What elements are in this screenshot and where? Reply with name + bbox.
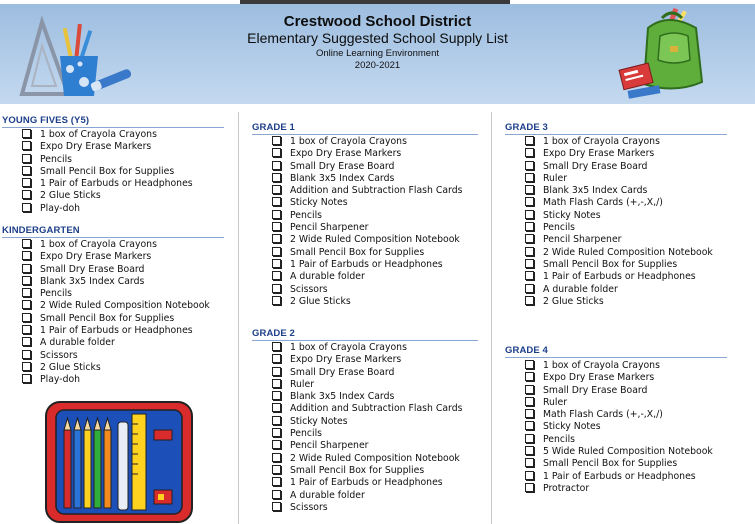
- list-item: [272, 173, 462, 185]
- item-label: 1 Pair of Earbuds or Headphones: [543, 470, 696, 482]
- checkbox-icon[interactable]: [272, 148, 281, 157]
- checkbox-icon[interactable]: [272, 367, 281, 376]
- list-item: [22, 264, 210, 276]
- list-item: [272, 440, 462, 452]
- list-item: [22, 288, 210, 300]
- checkbox-icon[interactable]: [525, 397, 534, 406]
- item-label: Play-doh: [40, 202, 81, 214]
- checkbox-icon[interactable]: [525, 173, 534, 182]
- item-label: Expo Dry Erase Markers: [40, 141, 152, 153]
- checkbox-icon[interactable]: [22, 203, 31, 212]
- item-label: Scissors: [290, 501, 328, 513]
- checkbox-icon[interactable]: [272, 271, 281, 280]
- item-label: 1 Pair of Earbuds or Headphones: [40, 178, 193, 190]
- list-item: [22, 300, 210, 312]
- item-label: Pencils: [40, 153, 73, 165]
- list-item: [525, 222, 713, 234]
- list-item: [22, 154, 193, 166]
- column-divider-1: [238, 112, 239, 524]
- list-item: [525, 185, 713, 197]
- item-label: 1 Pair of Earbuds or Headphones: [290, 258, 443, 270]
- checkbox-icon[interactable]: [22, 288, 31, 297]
- list-item: [272, 271, 462, 283]
- list-item: [272, 161, 462, 173]
- list-item: [525, 458, 713, 470]
- page-header: [0, 4, 755, 104]
- checkbox-icon[interactable]: [272, 477, 281, 486]
- district-name: Crestwood School District: [283, 13, 472, 30]
- checkbox-icon[interactable]: [525, 434, 534, 443]
- item-label: Ruler: [543, 396, 568, 408]
- checkbox-icon[interactable]: [525, 385, 534, 394]
- item-label: Sticky Notes: [543, 421, 601, 433]
- list-item: [22, 239, 210, 251]
- item-label: A durable folder: [40, 337, 115, 349]
- document-title: Elementary Suggested School Supply List: [247, 30, 508, 46]
- item-label: A durable folder: [543, 283, 618, 295]
- checkbox-icon[interactable]: [525, 222, 534, 231]
- list-item: [22, 313, 210, 325]
- list-item: [272, 185, 462, 197]
- list-item: [525, 197, 713, 209]
- checkbox-icon[interactable]: [272, 354, 281, 363]
- checkbox-icon[interactable]: [272, 453, 281, 462]
- item-label: 2 Glue Sticks: [543, 295, 604, 307]
- checkbox-icon[interactable]: [22, 350, 31, 359]
- list-item: [22, 337, 210, 349]
- item-label: Math Flash Cards (+,-,X,/): [543, 197, 663, 209]
- list-item: [22, 325, 210, 337]
- item-label: 2 Wide Ruled Composition Notebook: [543, 246, 713, 258]
- checkbox-icon[interactable]: [525, 197, 534, 206]
- checkbox-icon[interactable]: [22, 313, 31, 322]
- item-label: Expo Dry Erase Markers: [543, 372, 655, 384]
- pencil-case-icon: [44, 400, 194, 524]
- list-item: [272, 284, 462, 296]
- list-item: [525, 409, 713, 421]
- list-item: [272, 354, 462, 366]
- item-label: Sticky Notes: [290, 415, 348, 427]
- checkbox-icon[interactable]: [272, 259, 281, 268]
- section-heading-grade-4: GRADE 4: [505, 345, 727, 358]
- checkbox-icon[interactable]: [272, 161, 281, 170]
- list-item: [272, 234, 462, 246]
- item-label: A durable folder: [290, 271, 365, 283]
- checkbox-icon[interactable]: [22, 141, 31, 150]
- list-grade-2: [272, 342, 462, 514]
- list-item: [272, 428, 462, 440]
- list-item: [22, 190, 193, 202]
- checkbox-icon[interactable]: [22, 362, 31, 371]
- checkbox-icon[interactable]: [272, 342, 281, 351]
- list-item: [525, 136, 713, 148]
- list-item: [525, 296, 713, 308]
- list-item: [22, 251, 210, 263]
- item-label: 2 Glue Sticks: [40, 361, 101, 373]
- item-label: 1 box of Crayola Crayons: [40, 129, 157, 140]
- checkbox-icon[interactable]: [525, 136, 534, 145]
- section-heading-kindergarten: KINDERGARTEN: [2, 225, 224, 238]
- item-label: Pencil Sharpener: [290, 222, 369, 234]
- checkbox-icon[interactable]: [22, 300, 31, 309]
- checkbox-icon[interactable]: [22, 166, 31, 175]
- list-grade-4: [525, 360, 713, 495]
- list-item: [272, 296, 462, 308]
- checkbox-icon[interactable]: [525, 148, 534, 157]
- item-label: 1 box of Crayola Crayons: [543, 360, 660, 371]
- checkbox-icon[interactable]: [22, 325, 31, 334]
- item-label: Small Pencil Box for Supplies: [290, 464, 425, 476]
- checkbox-icon[interactable]: [272, 391, 281, 400]
- list-item: [22, 350, 210, 362]
- list-item: [22, 129, 193, 141]
- checkbox-icon[interactable]: [525, 458, 534, 467]
- item-label: Pencils: [290, 209, 323, 221]
- item-label: 1 Pair of Earbuds or Headphones: [290, 477, 443, 489]
- list-item: [525, 173, 713, 185]
- list-item: [272, 259, 462, 271]
- list-kindergarten: [22, 239, 210, 387]
- checkbox-icon[interactable]: [525, 471, 534, 480]
- list-item: [272, 416, 462, 428]
- list-item: [22, 178, 193, 190]
- document-subtitle: Online Learning Environment: [315, 48, 440, 59]
- list-item: [272, 379, 462, 391]
- list-item: [525, 385, 713, 397]
- list-item: [272, 210, 462, 222]
- checkbox-icon[interactable]: [272, 465, 281, 474]
- list-item: [272, 342, 462, 354]
- item-label: Expo Dry Erase Markers: [290, 354, 402, 366]
- list-grade-3: [525, 136, 713, 308]
- checkbox-icon[interactable]: [272, 197, 281, 206]
- item-label: Small Dry Erase Board: [40, 263, 145, 275]
- checkbox-icon[interactable]: [272, 428, 281, 437]
- column-divider-2: [491, 112, 492, 524]
- checkbox-icon[interactable]: [272, 247, 281, 256]
- list-item: [525, 471, 713, 483]
- item-label: 5 Wide Ruled Composition Notebook: [543, 446, 713, 458]
- checkbox-icon[interactable]: [272, 440, 281, 449]
- item-label: A durable folder: [290, 489, 365, 501]
- checkbox-icon[interactable]: [272, 222, 281, 231]
- school-year: 2020-2021: [354, 60, 401, 71]
- list-item: [525, 234, 713, 246]
- item-label: Pencil Sharpener: [543, 234, 622, 246]
- checkbox-icon[interactable]: [525, 360, 534, 369]
- list-item: [525, 247, 713, 259]
- item-label: Blank 3x5 Index Cards: [40, 275, 145, 287]
- checkbox-icon[interactable]: [22, 129, 31, 138]
- list-item: [272, 453, 462, 465]
- item-label: Pencils: [543, 433, 576, 445]
- checkbox-icon[interactable]: [525, 271, 534, 280]
- item-label: Scissors: [290, 283, 328, 295]
- section-heading-grade-3: GRADE 3: [505, 122, 727, 135]
- checkbox-icon[interactable]: [22, 190, 31, 199]
- item-label: Blank 3x5 Index Cards: [543, 185, 648, 197]
- item-label: Pencils: [543, 222, 576, 234]
- list-item: [525, 161, 713, 173]
- checkbox-icon[interactable]: [525, 161, 534, 170]
- list-grade-1: [272, 136, 462, 308]
- checkbox-icon[interactable]: [272, 490, 281, 499]
- list-item: [22, 141, 193, 153]
- list-item: [272, 465, 462, 477]
- item-label: Pencil Sharpener: [290, 440, 369, 452]
- list-item: [525, 360, 713, 372]
- item-label: 1 box of Crayola Crayons: [290, 136, 407, 147]
- item-label: Blank 3x5 Index Cards: [290, 391, 395, 403]
- list-item: [272, 148, 462, 160]
- checkbox-icon[interactable]: [525, 185, 534, 194]
- item-label: Small Dry Erase Board: [290, 160, 395, 172]
- item-label: 2 Wide Ruled Composition Notebook: [40, 300, 210, 312]
- checkbox-icon[interactable]: [525, 372, 534, 381]
- list-item: [525, 421, 713, 433]
- list-item: [525, 210, 713, 222]
- list-item: [272, 136, 462, 148]
- checkbox-icon[interactable]: [272, 502, 281, 511]
- list-item: [22, 276, 210, 288]
- checkbox-icon[interactable]: [272, 403, 281, 412]
- checkbox-icon[interactable]: [525, 446, 534, 455]
- list-item: [22, 203, 193, 215]
- checkbox-icon[interactable]: [525, 296, 534, 305]
- item-label: 1 box of Crayola Crayons: [543, 136, 660, 147]
- checkbox-icon[interactable]: [525, 247, 534, 256]
- item-label: Ruler: [543, 172, 568, 184]
- checkbox-icon[interactable]: [22, 337, 31, 346]
- item-label: Expo Dry Erase Markers: [543, 148, 655, 160]
- item-label: Small Dry Erase Board: [290, 366, 395, 378]
- checkbox-icon[interactable]: [525, 259, 534, 268]
- item-label: Small Pencil Box for Supplies: [40, 165, 175, 177]
- list-item: [272, 490, 462, 502]
- checkbox-icon[interactable]: [272, 296, 281, 305]
- list-item: [525, 148, 713, 160]
- checkbox-icon[interactable]: [272, 210, 281, 219]
- item-label: Addition and Subtraction Flash Cards: [290, 403, 463, 415]
- item-label: 2 Wide Ruled Composition Notebook: [290, 234, 460, 246]
- checkbox-icon[interactable]: [525, 210, 534, 219]
- item-label: Small Dry Erase Board: [543, 160, 648, 172]
- item-label: 1 box of Crayola Crayons: [290, 342, 407, 353]
- list-item: [272, 502, 462, 514]
- list-item: [272, 403, 462, 415]
- list-item: [22, 374, 210, 386]
- item-label: Small Pencil Box for Supplies: [290, 246, 425, 258]
- item-label: Small Pencil Box for Supplies: [40, 312, 175, 324]
- list-item: [272, 222, 462, 234]
- item-label: Blank 3x5 Index Cards: [290, 172, 395, 184]
- item-label: Expo Dry Erase Markers: [40, 251, 152, 263]
- list-y5: [22, 129, 193, 215]
- pencil-cup-icon: [10, 14, 135, 102]
- section-heading-grade-2: GRADE 2: [252, 328, 478, 341]
- item-label: 1 Pair of Earbuds or Headphones: [543, 271, 696, 283]
- item-label: Pencils: [40, 288, 73, 300]
- backpack-icon: [618, 6, 718, 104]
- item-label: Math Flash Cards (+,-,X,/): [543, 409, 663, 421]
- checkbox-icon[interactable]: [22, 374, 31, 383]
- item-label: 2 Glue Sticks: [40, 190, 101, 202]
- item-label: Protractor: [543, 482, 590, 494]
- section-heading-grade-1: GRADE 1: [252, 122, 478, 135]
- checkbox-icon[interactable]: [272, 173, 281, 182]
- list-item: [272, 197, 462, 209]
- item-label: 2 Glue Sticks: [290, 295, 351, 307]
- list-item: [525, 372, 713, 384]
- list-item: [525, 271, 713, 283]
- checkbox-icon[interactable]: [272, 185, 281, 194]
- list-item: [272, 391, 462, 403]
- item-label: 1 box of Crayola Crayons: [40, 239, 157, 250]
- list-item: [525, 446, 713, 458]
- list-item: [525, 284, 713, 296]
- list-item: [525, 434, 713, 446]
- section-heading-y5: YOUNG FIVES (Y5): [2, 115, 224, 128]
- checkbox-icon[interactable]: [22, 154, 31, 163]
- list-item: [272, 367, 462, 379]
- item-label: Sticky Notes: [543, 209, 601, 221]
- checkbox-icon[interactable]: [525, 409, 534, 418]
- item-label: Scissors: [40, 349, 78, 361]
- item-label: 2 Wide Ruled Composition Notebook: [290, 452, 460, 464]
- checkbox-icon[interactable]: [22, 251, 31, 260]
- list-item: [22, 166, 193, 178]
- item-label: Play-doh: [40, 374, 81, 386]
- checkbox-icon[interactable]: [22, 239, 31, 248]
- checkbox-icon[interactable]: [22, 264, 31, 273]
- item-label: 1 Pair of Earbuds or Headphones: [40, 325, 193, 337]
- item-label: Small Dry Erase Board: [543, 384, 648, 396]
- item-label: Pencils: [290, 428, 323, 440]
- list-item: [525, 483, 713, 495]
- item-label: Addition and Subtraction Flash Cards: [290, 185, 463, 197]
- list-item: [272, 477, 462, 489]
- item-label: Small Pencil Box for Supplies: [543, 258, 678, 270]
- list-item: [525, 259, 713, 271]
- list-item: [22, 362, 210, 374]
- checkbox-icon[interactable]: [272, 136, 281, 145]
- checkbox-icon[interactable]: [525, 421, 534, 430]
- checkbox-icon[interactable]: [525, 284, 534, 293]
- item-label: Small Pencil Box for Supplies: [543, 458, 678, 470]
- checkbox-icon[interactable]: [22, 276, 31, 285]
- checkbox-icon[interactable]: [525, 234, 534, 243]
- item-label: Sticky Notes: [290, 197, 348, 209]
- checkbox-icon[interactable]: [272, 379, 281, 388]
- checkbox-icon[interactable]: [22, 178, 31, 187]
- item-label: Ruler: [290, 378, 315, 390]
- checkbox-icon[interactable]: [525, 483, 534, 492]
- checkbox-icon[interactable]: [272, 234, 281, 243]
- checkbox-icon[interactable]: [272, 284, 281, 293]
- list-item: [272, 247, 462, 259]
- list-item: [525, 397, 713, 409]
- checkbox-icon[interactable]: [272, 416, 281, 425]
- item-label: Expo Dry Erase Markers: [290, 148, 402, 160]
